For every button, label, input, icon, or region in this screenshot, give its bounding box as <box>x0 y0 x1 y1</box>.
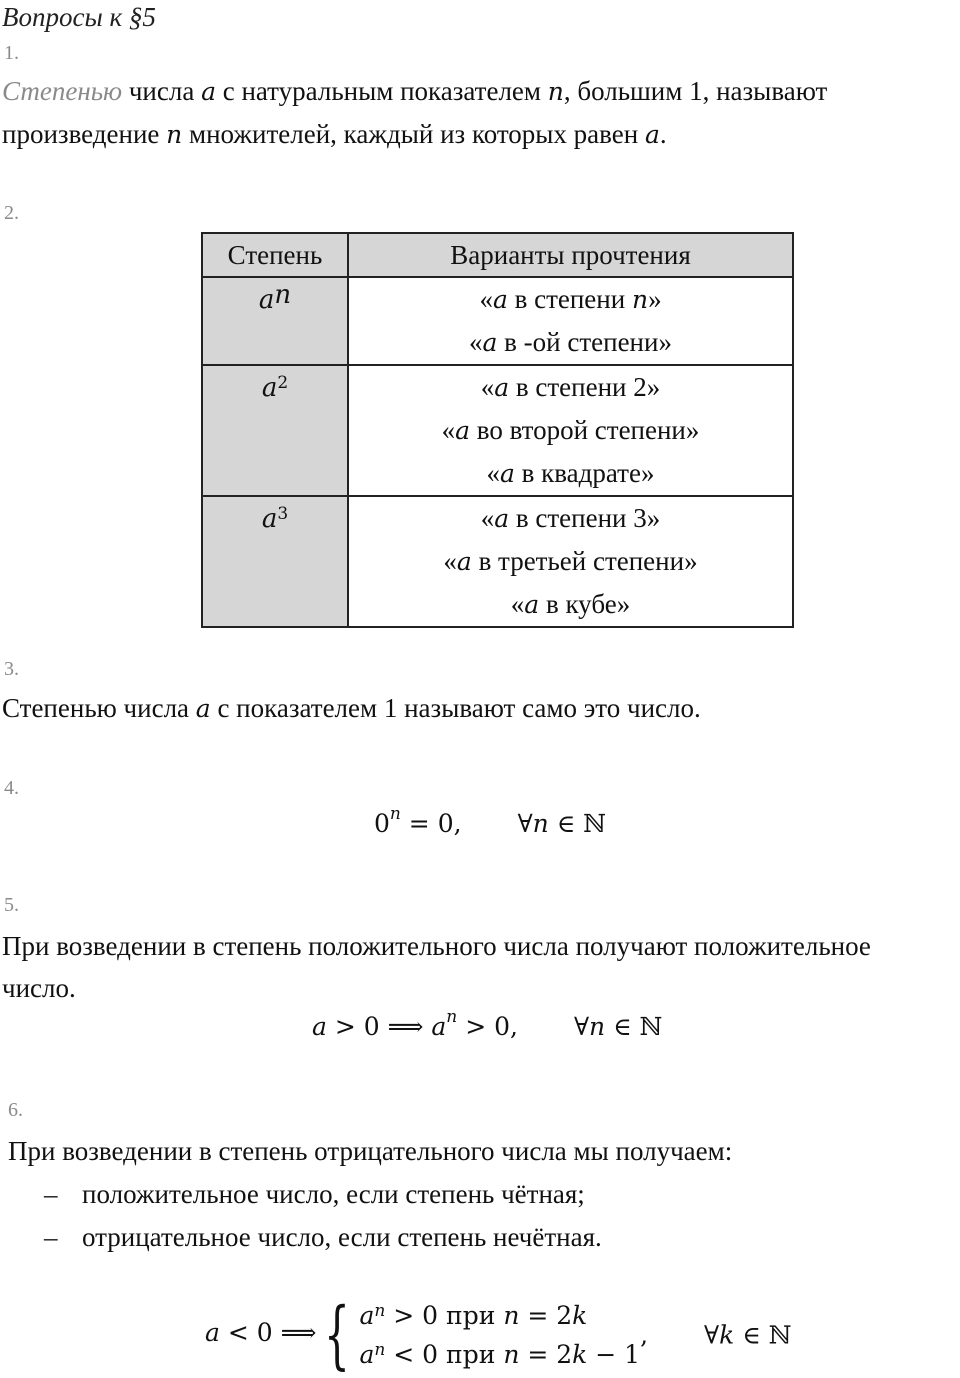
degree-cell <box>202 365 348 496</box>
base: a <box>261 504 278 534</box>
base: a <box>258 285 275 315</box>
dash-marker: – <box>44 1179 58 1209</box>
list-item <box>44 1173 585 1215</box>
reading: «a в степени 3» <box>480 503 661 533</box>
reading: «a в степени 2» <box>480 372 661 402</box>
text: При возведении в степень положительного числа получают положительное <box>2 931 871 961</box>
reading: «a во второй степени» <box>441 415 700 445</box>
text: положительное число, если степень чётная; <box>82 1179 585 1209</box>
question-number-5: 5. <box>4 894 19 916</box>
exponent: n <box>274 280 292 310</box>
text: с натуральным показателем <box>215 76 548 106</box>
table-header-row <box>202 233 793 277</box>
readings-cell <box>348 496 793 627</box>
var-a: a <box>201 77 216 106</box>
dash-marker: – <box>44 1222 58 1252</box>
exponent: 2 <box>277 373 289 393</box>
formula-zero-power: $0^n = 0$, ∀n ∈ ℕ <box>374 804 607 838</box>
case-odd: $a^n < 0$ при n = 2k − 1 <box>359 1340 641 1369</box>
answer-5 <box>2 925 956 1009</box>
readings-cell <box>348 365 793 496</box>
header-readings: Варианты прочтения <box>348 233 793 277</box>
question-number-6: 6. <box>8 1099 23 1121</box>
answer-6-intro: При возведении в степень отрицательного числа мы получаем: <box>8 1136 733 1166</box>
text: , большим 1, называют <box>563 76 828 106</box>
question-number-3: 3. <box>4 658 19 680</box>
text: множителей, каждый из которых равен <box>182 119 645 149</box>
reading: «a в степени n» <box>479 284 662 314</box>
table-row <box>202 277 793 365</box>
reading: «a в квадрате» <box>486 458 655 488</box>
reading: «a в третьей степени» <box>443 546 698 576</box>
text: Степенью числа <box>2 693 196 723</box>
table-row <box>202 365 793 496</box>
formula-positive-power: a > 0 ⟹ $a^n > 0$, ∀n ∈ ℕ <box>312 1007 663 1041</box>
term-power: Степенью <box>2 76 123 106</box>
var-n: n <box>166 120 183 149</box>
page-title: Вопросы к §5 <box>2 2 156 32</box>
text: с показателем 1 называют само это число. <box>210 693 701 723</box>
question-number-4: 4. <box>4 777 19 799</box>
formula-negative-power: a < 0 ⟹ { $a^n > 0$ при n = 2k $a^n < 0$ при n = 2k − 1 , ∀k ∈ ℕ <box>205 1292 792 1378</box>
text: число. <box>2 973 76 1003</box>
case-even: $a^n > 0$ при n = 2k <box>359 1301 588 1330</box>
question-number-2: 2. <box>4 202 19 224</box>
text: произведение <box>2 119 167 149</box>
list-item <box>44 1216 602 1258</box>
degree-cell <box>202 496 348 627</box>
reading: «a в -ой степени» <box>469 327 672 357</box>
answer-3 <box>2 687 956 730</box>
reading: «a в кубе» <box>510 589 631 619</box>
readings-cell <box>348 277 793 365</box>
var-a: a <box>195 694 211 723</box>
base: a <box>261 373 278 403</box>
power-readings-table <box>201 232 794 628</box>
var-a: a <box>644 120 660 149</box>
text: числа <box>122 76 202 106</box>
table-row <box>202 496 793 627</box>
cases <box>359 1296 640 1374</box>
var-n: n <box>547 77 564 106</box>
header-degree: Степень <box>202 233 348 277</box>
text: . <box>659 119 667 149</box>
answer-1 <box>2 70 956 156</box>
left-brace: { <box>324 1292 351 1378</box>
text: отрицательное число, если степень нечётная. <box>82 1222 602 1252</box>
question-number-1: 1. <box>4 42 19 64</box>
exponent: 3 <box>277 504 289 524</box>
degree-cell <box>202 277 348 365</box>
